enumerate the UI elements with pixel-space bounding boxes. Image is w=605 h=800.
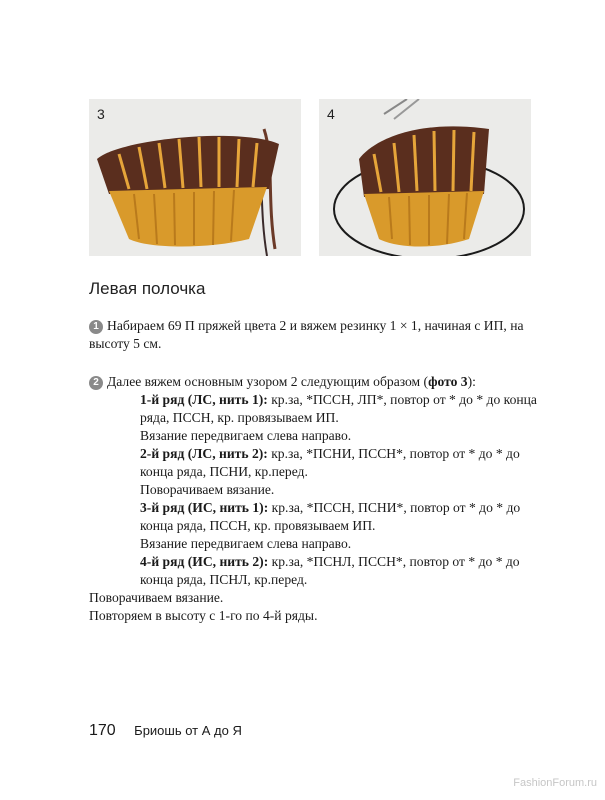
- row-note: Вязание передвигаем слева направо.: [140, 536, 352, 551]
- closing-line: Поворачиваем вязание.: [89, 590, 224, 605]
- knitting-swatch-image: [319, 99, 531, 256]
- row-text: кр.за, *ПССН, ЛП*, повтор от * до * до конца ряда, ПССН, кр. провязываем ИП.: [140, 392, 537, 425]
- photo-4: [319, 99, 531, 256]
- row-text: кр.за, *ПСНЛ, ПССН*, повтор от * до * до конца ряда, ПСНЛ, кр.перед.: [140, 554, 520, 587]
- step-1-text: Набираем 69 П пряжей цвета 2 и вяжем резинку 1 × 1, начиная с ИП, на высоту 5 см.: [89, 318, 524, 351]
- photo-reference: фото 3: [428, 374, 468, 389]
- row-note: Вязание передвигаем слева направо.: [140, 428, 352, 443]
- book-title: Бриошь от А до Я: [134, 723, 242, 738]
- knitting-swatch-image: [89, 99, 301, 256]
- step-2-intro: Далее вяжем основным узором 2 следующим образом (: [107, 374, 429, 389]
- watermark: FashionForum.ru: [513, 777, 597, 789]
- step-2-intro-end: ):: [467, 374, 476, 389]
- photo-number: 4: [327, 106, 335, 122]
- photo-3: [89, 99, 301, 256]
- row-text: кр.за, *ПСНИ, ПССН*, повтор от * до * до конца ряда, ПСНИ, кр.перед.: [140, 446, 520, 479]
- row-instruction: [89, 553, 539, 589]
- step-number-badge: 2: [89, 376, 103, 390]
- step-number-badge: 1: [89, 320, 103, 334]
- page-footer: [89, 722, 242, 740]
- section-title: Левая полочка: [89, 279, 206, 298]
- row-label: 4-й ряд (ИС, нить 2):: [140, 554, 269, 569]
- row-instruction: [89, 445, 539, 481]
- step-1: [89, 317, 539, 353]
- photo-number: 3: [97, 106, 105, 122]
- row-text: кр.за, *ПССН, ПСНИ*, повтор от * до * до конца ряда, ПССН, кр. провязываем ИП.: [140, 500, 521, 533]
- step-2: [89, 373, 539, 625]
- row-label: 2-й ряд (ЛС, нить 2):: [140, 446, 268, 461]
- closing-line: Повторяем в высоту с 1-го по 4-й ряды.: [89, 608, 318, 623]
- row-instruction: [89, 391, 539, 427]
- page-number: 170: [89, 722, 116, 739]
- row-label: 3-й ряд (ИС, нить 1):: [140, 500, 269, 515]
- row-label: 1-й ряд (ЛС, нить 1):: [140, 392, 268, 407]
- row-note: Поворачиваем вязание.: [140, 482, 275, 497]
- row-instruction: [89, 499, 539, 535]
